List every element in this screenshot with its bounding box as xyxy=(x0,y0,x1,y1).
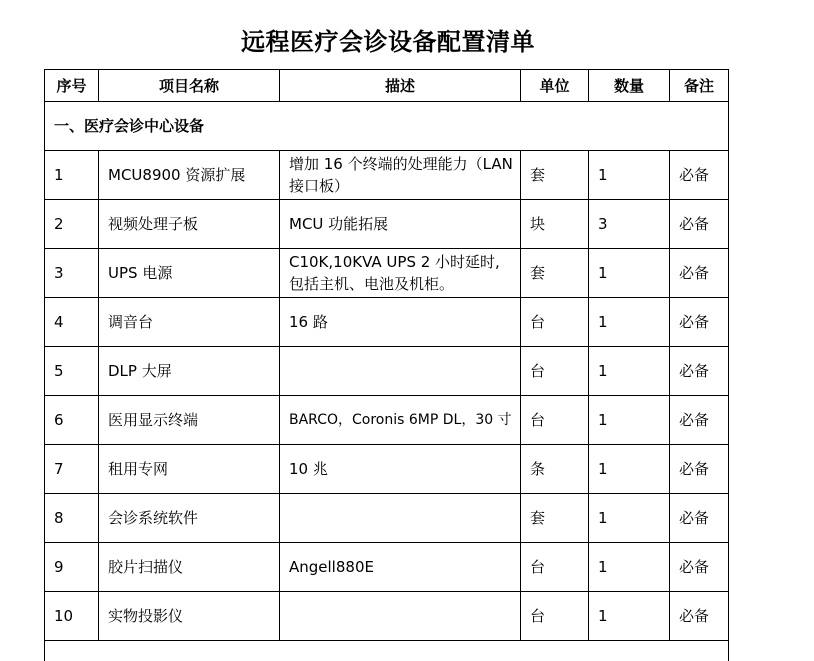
table-row xyxy=(45,151,729,200)
table-row-partial xyxy=(45,641,729,661)
cell-description: BARCO，Coronis 6MP DL，30 寸 xyxy=(280,396,521,445)
cell-no: 6 xyxy=(45,396,99,445)
header-remark: 备注 xyxy=(670,70,729,102)
cell-remark: 必备 xyxy=(670,347,729,396)
cell-item-name: MCU8900 资源扩展 xyxy=(99,151,280,200)
cell-quantity: 1 xyxy=(589,543,670,592)
cell-remark: 必备 xyxy=(670,249,729,298)
cell-unit: 套 xyxy=(521,249,589,298)
cell-quantity: 1 xyxy=(589,249,670,298)
cell-item-name: 医用显示终端 xyxy=(99,396,280,445)
cell-quantity: 1 xyxy=(589,494,670,543)
cell-remark: 必备 xyxy=(670,494,729,543)
table-row xyxy=(45,445,729,494)
header-no: 序号 xyxy=(45,70,99,102)
cell-item-name: 视频处理子板 xyxy=(99,200,280,249)
cell-unit: 条 xyxy=(521,445,589,494)
cell-no: 1 xyxy=(45,151,99,200)
cell-description xyxy=(280,592,521,641)
cell-quantity: 1 xyxy=(589,298,670,347)
cell-unit: 套 xyxy=(521,151,589,200)
cell-no: 7 xyxy=(45,445,99,494)
cell-item-name: 租用专网 xyxy=(99,445,280,494)
header-quantity: 数量 xyxy=(589,70,670,102)
section-title: 一、医疗会诊中心设备 xyxy=(45,102,729,151)
cell-description: MCU 功能拓展 xyxy=(280,200,521,249)
cell-unit: 块 xyxy=(521,200,589,249)
section-row xyxy=(45,102,729,151)
cell-unit: 套 xyxy=(521,494,589,543)
cell-item-name: 实物投影仪 xyxy=(99,592,280,641)
document-title: 远程医疗会诊设备配置清单 xyxy=(0,22,776,57)
cell-item-name: 胶片扫描仪 xyxy=(99,543,280,592)
table-row xyxy=(45,298,729,347)
cell-quantity: 3 xyxy=(589,200,670,249)
cell-no: 10 xyxy=(45,592,99,641)
cell-item-name: 会诊系统软件 xyxy=(99,494,280,543)
cell-quantity: 1 xyxy=(589,347,670,396)
cell-no: 9 xyxy=(45,543,99,592)
table-row xyxy=(45,592,729,641)
equipment-table xyxy=(44,69,729,661)
cell-remark: 必备 xyxy=(670,151,729,200)
table-row xyxy=(45,249,729,298)
cell-no: 2 xyxy=(45,200,99,249)
cell-unit: 台 xyxy=(521,592,589,641)
cell-description: Angell880E xyxy=(280,543,521,592)
cell-remark: 必备 xyxy=(670,396,729,445)
cell-no: 3 xyxy=(45,249,99,298)
cell-remark: 必备 xyxy=(670,200,729,249)
table-row xyxy=(45,396,729,445)
cell-remark: 必备 xyxy=(670,543,729,592)
cell-item-name: 调音台 xyxy=(99,298,280,347)
cell-unit: 台 xyxy=(521,347,589,396)
cell-item-name: UPS 电源 xyxy=(99,249,280,298)
cell-description: C10K,10KVA UPS 2 小时延时,包括主机、电池及机柜。 xyxy=(280,249,521,298)
cell-item-name: DLP 大屏 xyxy=(99,347,280,396)
table-row xyxy=(45,200,729,249)
cell-unit: 台 xyxy=(521,298,589,347)
cell-no: 5 xyxy=(45,347,99,396)
header-unit: 单位 xyxy=(521,70,589,102)
cell-remark: 必备 xyxy=(670,592,729,641)
cell-no: 8 xyxy=(45,494,99,543)
header-description: 描述 xyxy=(280,70,521,102)
cell-description xyxy=(280,347,521,396)
cell-unit: 台 xyxy=(521,543,589,592)
table-row xyxy=(45,347,729,396)
cell-quantity: 1 xyxy=(589,396,670,445)
cell-description: 16 路 xyxy=(280,298,521,347)
table-row xyxy=(45,494,729,543)
table-row xyxy=(45,543,729,592)
cell-description xyxy=(280,494,521,543)
cell-quantity: 1 xyxy=(589,445,670,494)
cell-unit: 台 xyxy=(521,396,589,445)
cell-description: 增加 16 个终端的处理能力（LAN 接口板） xyxy=(280,151,521,200)
cell-remark: 必备 xyxy=(670,445,729,494)
cell-quantity: 1 xyxy=(589,592,670,641)
cell-no: 4 xyxy=(45,298,99,347)
cell-description: 10 兆 xyxy=(280,445,521,494)
table-header-row xyxy=(45,70,729,102)
cell-quantity: 1 xyxy=(589,151,670,200)
cell-partial xyxy=(45,641,729,661)
header-item-name: 项目名称 xyxy=(99,70,280,102)
cell-remark: 必备 xyxy=(670,298,729,347)
